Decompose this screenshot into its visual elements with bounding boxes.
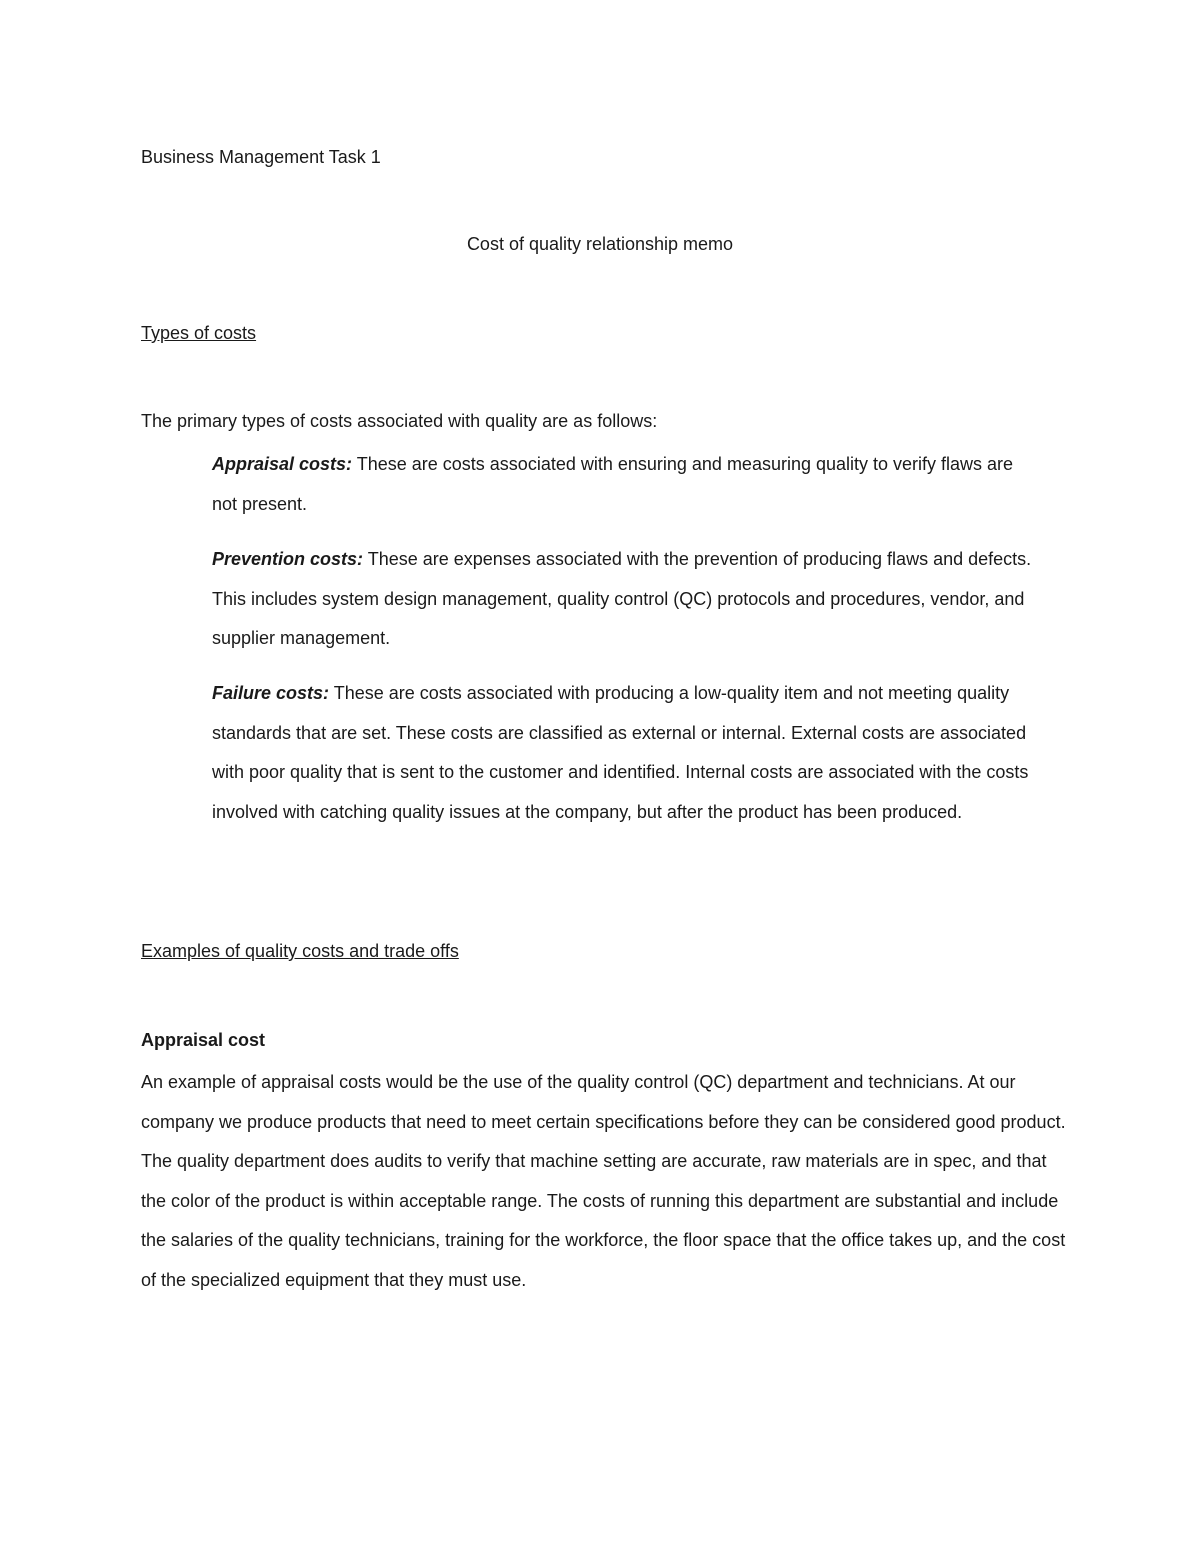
appraisal-cost-subheading: Appraisal cost [141,1030,266,1050]
memo-title: Cost of quality relationship memo [466,234,734,254]
intro-paragraph: The primary types of costs associated with quality are as follows: [141,411,658,431]
appraisal-costs-definition [212,445,1042,524]
section-heading-types-of-costs: Types of costs [141,323,257,343]
document-header: Business Management Task 1 [141,147,381,167]
failure-costs-definition [212,674,1042,832]
prevention-costs-label: Prevention costs: [212,549,364,569]
prevention-costs-text: These are expenses associated with the prevention of producing flaws and defects. This includes system design management, quality control (QC) protocols and procedures, vendor, and supplier management. [212,549,1032,648]
failure-costs-text: These are costs associated with producing a low-quality item and not meeting quality standards that are set. These costs are classified as external or internal. External costs are associated with poor quality that is sent to the customer and identified. Internal costs are associated with the costs involved with catching quality issues at the company, but after the product has been produced. [212,683,1029,822]
appraisal-costs-label: Appraisal costs: [212,454,353,474]
section-heading-examples: Examples of quality costs and trade offs [141,941,459,961]
appraisal-costs-text: These are costs associated with ensuring and measuring quality to verify flaws are not present. [212,454,1014,514]
failure-costs-label: Failure costs: [212,683,330,703]
appraisal-example-paragraph: An example of appraisal costs would be the use of the quality control (QC) department and technicians. At our company we produce products that need to meet certain specifications before they can be considered good product. The quality department does audits to verify that machine setting are accurate, raw materials are in spec, and that the color of the product is within acceptable range. The costs of running this department are substantial and include the salaries of the quality technicians, training for the workforce, the floor space that the office takes up, and the cost of the specialized equipment that they must use. [141,1072,1066,1290]
prevention-costs-definition [212,540,1042,659]
